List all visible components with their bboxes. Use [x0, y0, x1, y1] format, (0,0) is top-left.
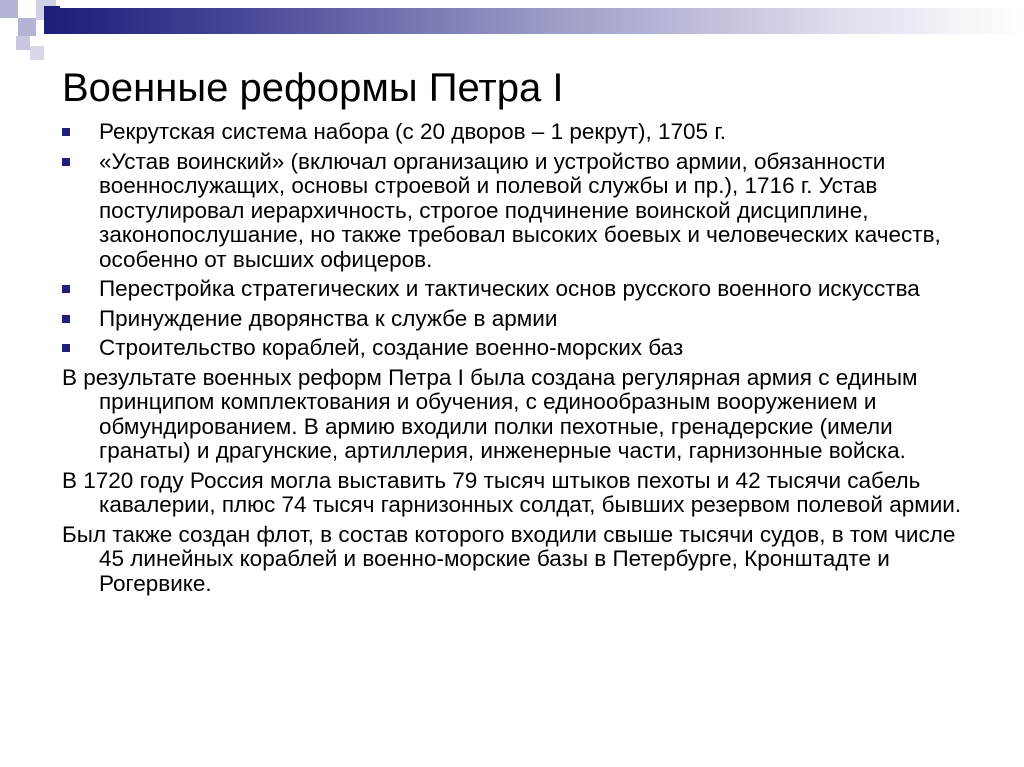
square-bullet-icon	[62, 315, 70, 323]
decor-square	[30, 46, 44, 60]
square-bullet-icon	[62, 128, 70, 136]
bullet-list	[62, 120, 982, 361]
bullet-text: «Устав воинский» (включал организацию и устройство армии, обязанности военнослужащих, основы строевой и полевой службы и пр.), 1716 г. Устав постулировал иерархичность, строгое подчинение воинской дисциплине, законопослушание, но также требовал высоких боевых и человеческих качеств, особенно от высших офицеров.	[99, 148, 941, 272]
bullet-item	[62, 336, 982, 361]
bullet-text: Рекрутская система набора (с 20 дворов – 1 рекрут), 1705 г.	[99, 119, 727, 144]
square-bullet-icon	[62, 158, 70, 166]
bullet-item	[62, 150, 982, 273]
paragraph: В результате военных реформ Петра I была создана регулярная армия с единым принципом комплектования и обучения, с единообразным вооружением и обмундированием. В армию входили полки пехотные, гренадерские (имели гранаты) и драгунские, артиллерия, инженерные части, гарнизонные войска.	[62, 364, 918, 463]
bullet-text: Строительство кораблей, создание военно-морских баз	[99, 335, 684, 360]
bullet-text: Перестройка стратегических и тактических основ русского военного искусства	[99, 276, 920, 301]
square-bullet-icon	[62, 344, 70, 352]
square-bullet-icon	[62, 285, 70, 293]
paragraph: Был также создан флот, в состав которого входили свыше тысячи судов, в том числе 45 линейных кораблей и военно-морские базы в Петербурге, Кронштадте и Рогервике.	[62, 521, 956, 596]
bullet-item	[62, 307, 982, 332]
bullet-text: Принуждение дворянства к службе в армии	[99, 305, 558, 331]
bullet-item	[62, 120, 982, 145]
decor-square	[0, 0, 18, 18]
bullet-item	[62, 277, 982, 302]
decor-square	[44, 6, 60, 34]
paragraph: В 1720 году Россия могла выставить 79 тысяч штыков пехоты и 42 тысячи сабель кавалерии, плюс 74 тысяч гарнизонных солдат, бывших резервом полевой армии.	[62, 467, 962, 517]
decor-square	[18, 18, 36, 36]
slide-content	[62, 120, 982, 601]
slide-title: Военные реформы Петра I	[62, 66, 564, 110]
header-gradient-bar	[60, 8, 1024, 34]
decor-square	[16, 36, 30, 50]
